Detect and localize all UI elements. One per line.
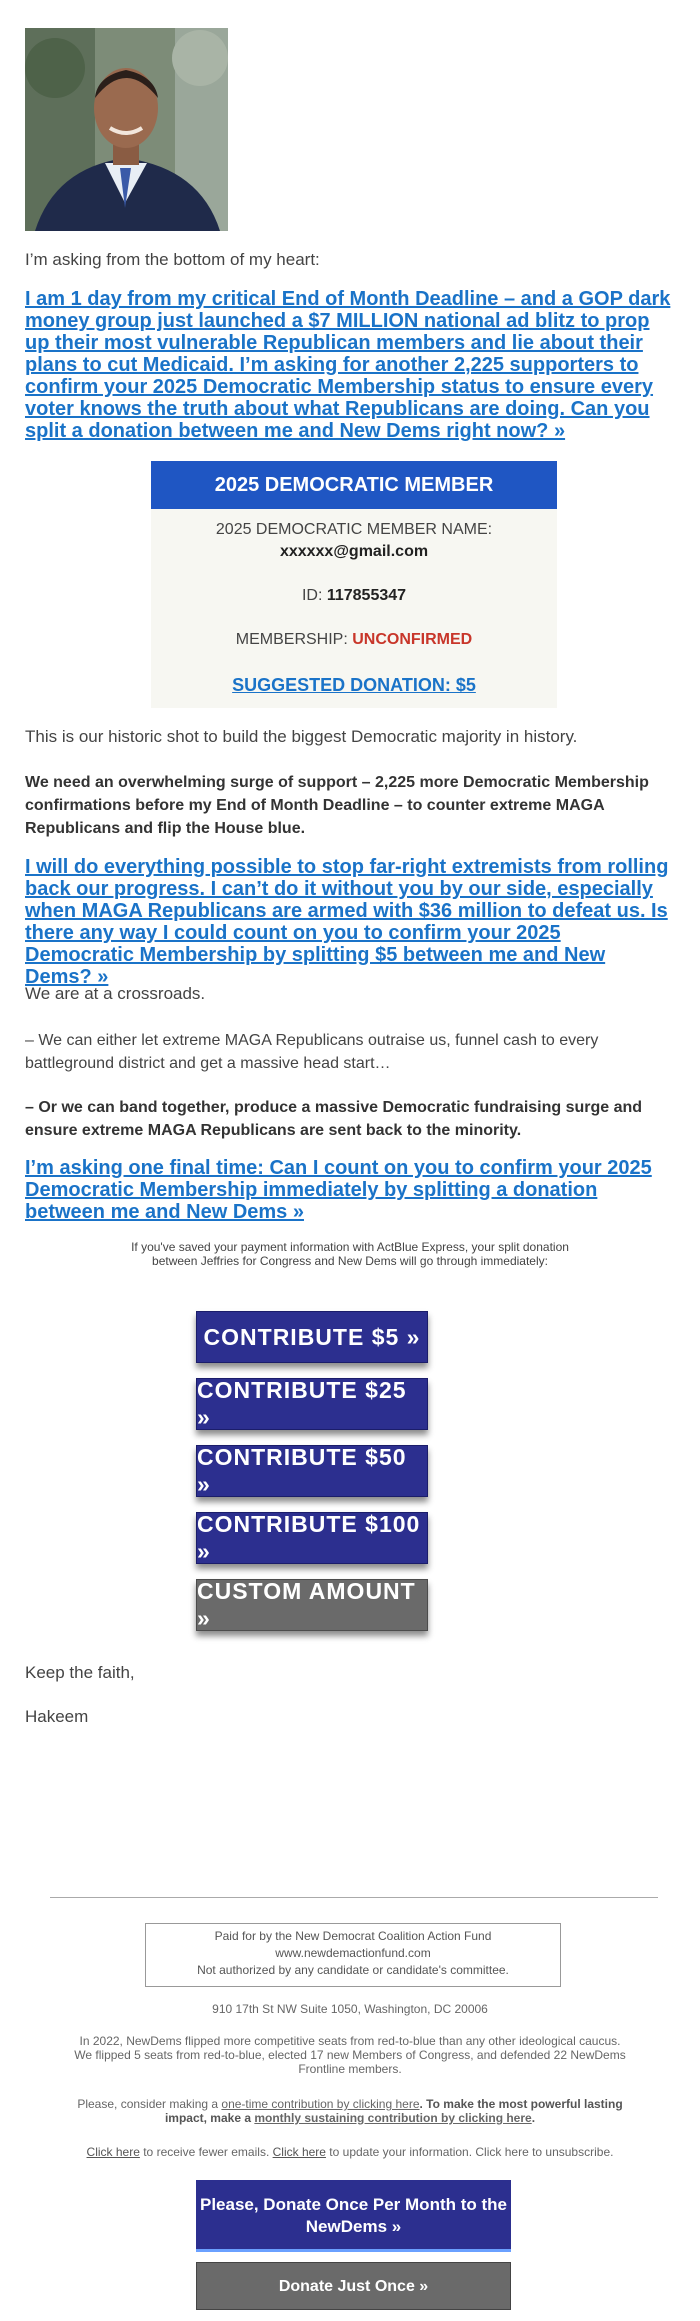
contribute-50-button[interactable]: CONTRIBUTE $50 » xyxy=(196,1445,428,1497)
option-one-text: – We can either let extreme MAGA Republicans outraise us, funnel cash to every battleground district and get a massive head start… xyxy=(25,1032,599,1072)
portrait-image xyxy=(25,28,228,231)
footer-divider xyxy=(50,1897,658,1898)
signature-text: Hakeem xyxy=(25,1707,89,1726)
card-header: 2025 DEMOCRATIC MEMBER xyxy=(151,461,557,509)
surge-text: We need an overwhelming surge of support – 2,225 more Democratic Membership confirmations before my End of Month Deadline – to counter extreme MAGA Republicans and flip the House blue. xyxy=(25,774,649,837)
greeting-text: I’m asking from the bottom of my heart: xyxy=(25,250,320,269)
signoff-text: Keep the faith, xyxy=(25,1663,135,1682)
suggested-donation-link[interactable]: SUGGESTED DONATION: $5 xyxy=(232,675,476,695)
consider-end-text: . xyxy=(531,2111,536,2125)
footer-consider xyxy=(70,2097,630,2125)
membership-status-value: UNCONFIRMED xyxy=(352,631,473,648)
paid-for-line: Paid for by the New Democrat Coalition Action Fund xyxy=(214,1929,492,1943)
fewer-emails-text: to receive fewer emails. xyxy=(139,2145,273,2159)
membership-card xyxy=(151,461,557,708)
actblue-express-note: If you've saved your payment information with ActBlue Express, your split donation between Jeffries for Congress and New Dems will go through immediately: xyxy=(131,1240,569,1268)
fewer-emails-link[interactable]: Click here xyxy=(86,2145,140,2159)
historic-shot-text: This is our historic shot to build the biggest Democratic majority in history. xyxy=(25,727,578,746)
contribute-5-button[interactable]: CONTRIBUTE $5 » xyxy=(196,1311,428,1363)
membership-label: MEMBERSHIP: xyxy=(235,631,348,648)
member-id xyxy=(151,587,557,605)
footer-address: 910 17th St NW Suite 1050, Washington, DC 20006 xyxy=(212,2002,488,2016)
paid-for-website: www.newdemactionfund.com xyxy=(275,1946,431,1960)
paid-for-box xyxy=(145,1923,561,1987)
consider-text: Please, consider making a xyxy=(77,2097,222,2111)
appeal-link-3[interactable]: I’m asking one final time: Can I count on you to confirm your 2025 Democratic Membership immediately by splitting a donation between me and New Dems » xyxy=(25,1157,652,1223)
appeal-link-1[interactable]: I am 1 day from my critical End of Month Deadline – and a GOP dark money group just launched a $7 MILLION national ad blitz to prop up their most vulnerable Republican members and lie about their plans to cut Medicaid. I’m asking for another 2,225 supporters to confirm your 2025 Democratic Membership status to ensure every voter knows the truth about what Republicans are doing. Can you split a donation between me and New Dems right now? » xyxy=(25,288,671,442)
appeal-link-2[interactable]: I will do everything possible to stop far-right extremists from rolling back our progress. I can’t do it without you by our side, especially when MAGA Republicans are armed with $36 million to defeat us. Is there any way I could count on you to confirm your 2025 Democratic Membership by splitting $5 between me and New Dems? » xyxy=(25,856,669,988)
consider-mid-text: . To make the most powerful lasting impact, make a xyxy=(164,2097,623,2125)
update-info-link[interactable]: Click here xyxy=(272,2145,326,2159)
monthly-contribution-link[interactable]: monthly sustaining contribution by clicking here xyxy=(254,2111,532,2125)
custom-amount-button[interactable]: CUSTOM AMOUNT » xyxy=(196,1579,428,1631)
one-time-contribution-link[interactable]: one-time contribution by clicking here xyxy=(221,2097,420,2111)
donate-monthly-button[interactable]: Please, Donate Once Per Month to the NewDems » xyxy=(196,2180,511,2252)
footer-email-prefs xyxy=(70,2145,630,2159)
option-two-text: – Or we can band together, produce a massive Democratic fundraising surge and ensure extreme MAGA Republicans are sent back to the minority. xyxy=(25,1099,643,1139)
crossroads-text: We are at a crossroads. xyxy=(25,984,206,1003)
update-unsubscribe-text: to update your information. Click here to unsubscribe. xyxy=(325,2145,614,2159)
contribute-25-button[interactable]: CONTRIBUTE $25 » xyxy=(196,1378,428,1430)
footer-about: In 2022, NewDems flipped more competitive seats from red-to-blue than any other ideological caucus. We flipped 5 seats from red-to-blue, elected 17 new Members of Congress, and defended 22 NewDems Frontline members. xyxy=(74,2034,626,2076)
membership-status xyxy=(151,631,557,649)
member-name-label: 2025 DEMOCRATIC MEMBER NAME: xyxy=(215,521,493,538)
donate-once-button[interactable]: Donate Just Once » xyxy=(196,2262,511,2310)
paid-for-disclaimer: Not authorized by any candidate or candidate's committee. xyxy=(197,1963,509,1977)
member-id-label: ID: xyxy=(301,587,323,604)
contribute-100-button[interactable]: CONTRIBUTE $100 » xyxy=(196,1512,428,1564)
member-email: xxxxxx@gmail.com xyxy=(279,543,429,560)
portrait-photo xyxy=(25,28,228,231)
member-id-value: 117855347 xyxy=(326,587,407,604)
